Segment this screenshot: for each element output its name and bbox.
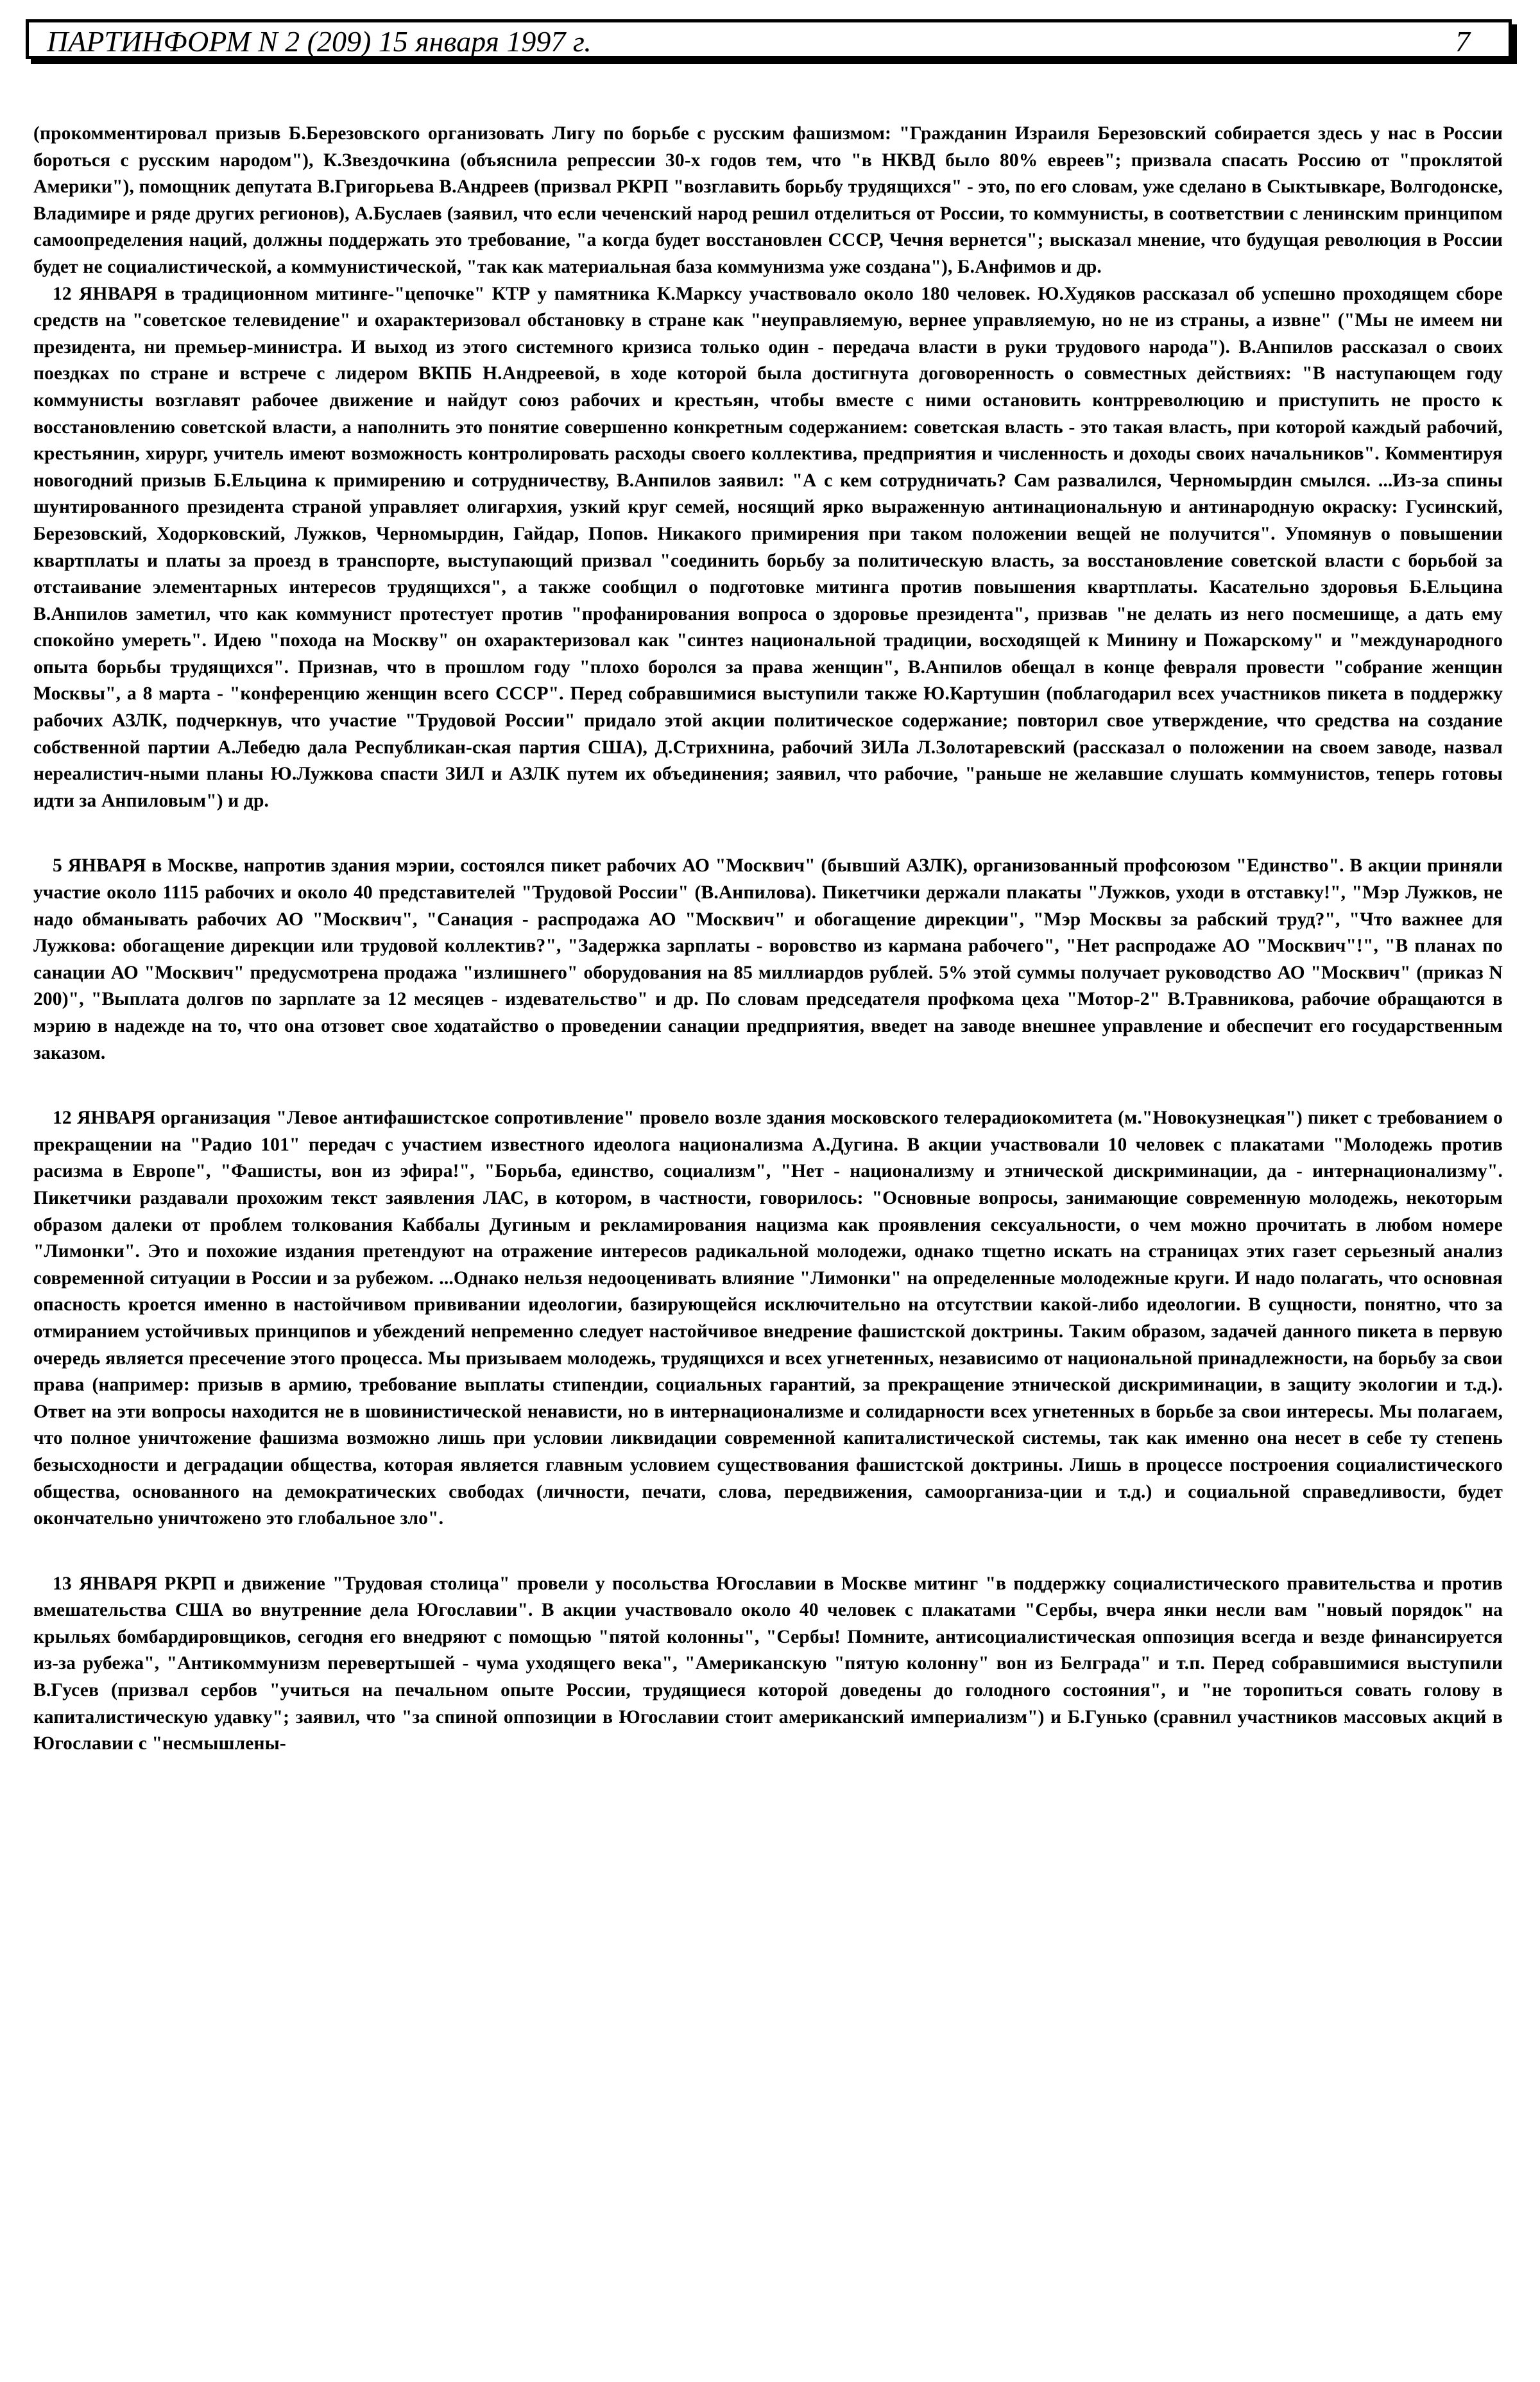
paragraph-jan13-yugoslavia: 13 ЯНВАРЯ РКРП и движение "Трудовая столица" провели у посольства Югославии в Москве митинг "в поддержку социалистического правительства и против вмешательства США во внутренние дела Югославии". В акции участвовало около 40 человек с плакатами "Сербы, вчера янки несли вам "новый порядок" на крыльях бомбардировщиков, сегодня его внедряют с помощью "пятой колонны", "Сербы! Помните, антисоциалистическая оппозиция всегда и везде финансируется из-за рубежа", "Антикоммунизм перевертышей - чума уходящего века", "Американскую "пятую колонну" вон из Белграда" и т.п. Перед собравшимися выступили В.Гусев (призвал сербов "учиться на печальном опыте России, трудящиеся которой доведены до голодного состояния", и "не торопиться совать голову в капиталистическую удавку"; заявил, что "за спиной оппозиции в Югославии стоит американский империализм") и Б.Гунько (сравнил участников массовых акций в Югославии с "несмышлены- [33,1573,1503,1754]
page-header [26,19,1512,59]
paragraph-jan12-las: 12 ЯНВАРЯ организация "Левое антифашистское сопротивление" провело возле здания московского телерадиокомитета (м."Новокузнецкая") пикет с требованием о прекращении на "Радио 101" передач с участием известного идеолога национализма А.Дугина. В акции участвовали 10 человек с плакатами "Молодежь против расизма в Европе", "Фашисты, вон из эфира!", "Борьба, единство, социализм", "Нет - национализму и этнической дискриминации, да - интернационализму". Пикетчики раздавали прохожим текст заявления ЛАС, в котором, в частности, говорилось: "Основные вопросы, занимающие современную молодежь, некоторым образом далеки от проблем толкования Каббалы Дугиным и рекламирования нацизма как проявления сексуальности, о чем можно прочитать в любом номере "Лимонки". Это и похожие издания претендуют на отражение интересов радикальной молодежи, однако тщетно искать на страницах этих газет серьезный анализ современной ситуации в России и за рубежом. ...Однако нельзя недооценивать влияние "Лимонки" на определенные молодежные круги. И надо полагать, что основная опасность кроется именно в настойчивом прививании идеологии, базирующейся исключительно на отсутствии какой-либо идеологии. В сущности, понятно, что за отмиранием устойчивых принципов и убеждений непременно следует настойчивое внедрение фашистской доктрины. Таким образом, задачей данного пикета в первую очередь является пресечение этого процесса. Мы призываем молодежь, трудящихся и всех угнетенных, независимо от национальной принадлежности, на борьбу за свои права (например: призыв в армию, требование выплаты стипендии, социальных гарантий, за прекращение этнической дискриминации, в защиту экологии и т.д.). Ответ на эти вопросы находится не в шовинистической ненависти, но в интернационализме и солидарности всех угнетенных в борьбе за свои интересы. Мы полагаем, что полное уничтожение фашизма возможно лишь при условии ликвидации современной капиталистической системы, так как именно она несет в себе ту степень безысходности и деградации общества, которая является главным условием существования фашистской доктрины. Лишь в процессе построения социалистического общества, основанного на демократических свободах (личности, печати, слова, передвижения, самоорганиза-ции и т.д.) и социальной справедливости, будет окончательно уничтожено это глобальное зло". [33,1108,1503,1529]
page-number: 7 [1455,25,1470,58]
paragraph-jan5-moskvich: 5 ЯНВАРЯ в Москве, напротив здания мэрии, состоялся пикет рабочих АО "Москвич" (бывший АЗЛК), организованный профсоюзом "Единство". В акции приняли участие около 1115 рабочих и около 40 представителей "Трудовой России" (В.Анпилова). Пикетчики держали плакаты "Лужков, уходи в отставку!", "Мэр Лужков, не надо обманывать рабочих АО "Москвич", "Санация - распродажа АО "Москвич" и обогащение дирекции", "Мэр Москвы за рабский труд?", "Что важнее для Лужкова: обогащение дирекции или трудовой коллектив?", "Задержка зарплаты - воровство из кармана рабочего", "Нет распродаже АО "Москвич"!", "В планах по санации АО "Москвич" предусмотрена продажа "излишнего" оборудования на 85 миллиардов рублей. 5% этой суммы получает руководство АО "Москвич" (приказ N 200)", "Выплата долгов по зарплате за 12 месяцев - издевательство" и др. По словам председателя профкома цеха "Мотор-2" В.Травникова, рабочие обращаются в мэрию в надежде на то, что она отзовет свое ходатайство о проведении санации предприятия, введет на заводе внешнее управление и обеспечит его государственным заказом. [33,855,1503,1063]
paragraph-gap [33,1067,1503,1105]
paragraph-continuation: (прокомментировал призыв Б.Березовского организовать Лигу по борьбе с русским фашизмом: "Гражданин Израиля Березовский собирается здесь у нас в России бороться с русским народом"), К.Звездочкина (объяснила репрессии 30-х годов тем, что "в НКВД было 80% евреев"; призвала спасать Россию от "проклятой Америки"), помощник депутата В.Григорьева В.Андреев (призвал РКРП "возглавить борьбу трудящихся" - это, по его словам, уже сделано в Сыктывкаре, Волгодонске, Владимире и ряде других регионов), А.Буслаев (заявил, что если чеченский народ решил отделиться от России, то коммунисты, в соответствии с ленинским принципом самоопределения наций, должны поддержать это требование, "а когда будет восстановлен СССР, Чечня вернется"; высказал мнение, что будущая революция в России будет не социалистической, а коммунистической, "так как материальная база коммунизма уже создана"), Б.Анфимов и др. [33,123,1503,277]
paragraph-jan12-ktr: 12 ЯНВАРЯ в традиционном митинге-"цепочке" КТР у памятника К.Марксу участвовало около 180 человек. Ю.Худяков рассказал об успешно проходящем сборе средств на "советское телевидение" и охарактеризовал обстановку в стране как "неуправляемую, вернее управляемую, но не из страны, а извне" ("Мы не имеем ни президента, ни премьер-министра. И выход из этого системного кризиса только один - передача власти в руки трудового народа"). В.Анпилов рассказал о своих поездках по стране и встрече с лидером ВКПБ Н.Андреевой, в ходе которой была достигнута договоренность о совместных действиях: "В наступающем году коммунисты возглавят рабочее движение и найдут союз рабочих и крестьян, чтобы вместе с ними остановить контрреволюцию и приступить не просто к восстановлению советской власти, а наполнить это понятие совершенно конкретным содержанием: советская власть - это такая власть, при которой каждый рабочий, крестьянин, хирург, учитель имеют возможность контролировать расходы своего коллектива, предприятия и численность и доходы своих начальников". Комментируя новогодний призыв Б.Ельцина к примирению и сотрудничеству, В.Анпилов заявил: "А с кем сотрудничать? Сам развалился, Черномырдин смылся. ...Из-за спины шунтированного президента страной управляет олигархия, узкий круг семей, носящий ярко выраженную антинациональную и антинародную окраску: Гусинский, Березовский, Ходорковский, Лужков, Черномырдин, Гайдар, Попов. Никакого примирения при таком положении вещей не получится". Упомянув о повышении квартплаты и платы за проезд в транспорте, выступающий призвал "соединить борьбу за политическую власть, за восстановление советской власти с борьбой за отстаивание элементарных интересов трудящихся", а также сообщил о подготовке митинга против повышения квартплаты. Касательно здоровья Б.Ельцина В.Анпилов заметил, что как коммунист протестует против "профанирования вопроса о здоровье президента", призвав "не делать из него посмешище, а дать ему спокойно умереть". Идею "похода на Москву" он охарактеризовал как "синтез национальной традиции, восходящей к Минину и Пожарскому" и "международного опыта борьбы трудящихся". Признав, что в прошлом году "плохо боролся за права женщин", В.Анпилов обещал в конце февраля провести "собрание женщин Москвы", а 8 марта - "конференцию женщин всего СССР". Перед собравшимися выступили также Ю.Картушин (поблагодарил всех участников пикета в поддержку рабочих АЗЛК, подчеркнув, что участие "Трудовой России" придало этой акции политическое содержание; повторил свое утверждение, что средства на создание собственной партии А.Лебедю дала Республикан-ская партия США), Д.Стрихнина, рабочий ЗИЛа Л.Золотаревский (рассказал о положении на своем заводе, назвал нереалистич-ными планы Ю.Лужкова спасти ЗИЛ и АЗЛК путем их объединения; заявил, что рабочие, "раньше не желавшие слушать коммунистов, теперь готовы идти за Анпиловым") и др. [33,283,1503,811]
paragraph-gap [33,1532,1503,1571]
paragraph-gap [33,814,1503,853]
article-body [33,121,1503,1758]
header-title: ПАРТИНФОРМ N 2 (209) 15 января 1997 г. [47,25,592,58]
